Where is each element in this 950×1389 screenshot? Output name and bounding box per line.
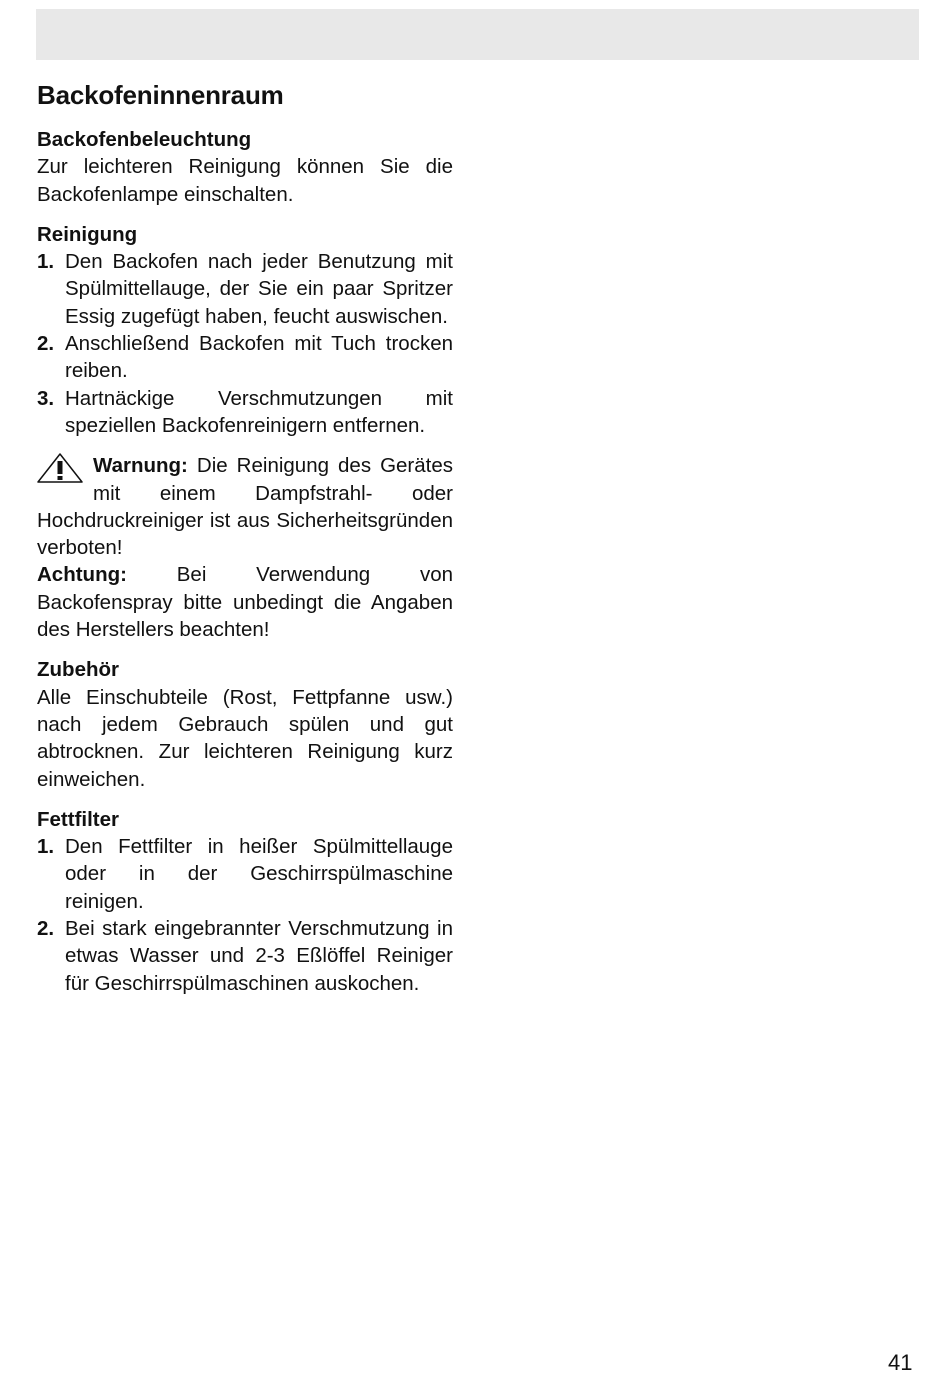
- step-text: Hartnäckige Verschmutzungen mit speziellen Backofenreinigern entfernen.: [65, 386, 453, 437]
- step-number: 1.: [37, 835, 55, 859]
- list-item: [37, 833, 453, 915]
- warning-paragraph: [37, 452, 453, 561]
- caution-text: Bei Verwendung von Backofenspray bitte unbedingt die Angaben des Herstellers beachten!: [37, 563, 453, 642]
- grease-filter-heading: Fettfilter: [37, 807, 119, 831]
- step-number: 2.: [37, 917, 55, 941]
- list-item: [37, 248, 453, 330]
- step-number: 3.: [37, 386, 55, 410]
- page-number: 41: [888, 1350, 913, 1375]
- step-text: Bei stark eingebrannter Verschmutzung in etwas Wasser und 2-3 Eßlöffel Reiniger für Geschirrspülmaschinen auskochen.: [65, 917, 453, 995]
- step-text: Den Backofen nach jeder Benutzung mit Spülmittellauge, der Sie ein paar Spritzer Essig zugefügt haben, feucht auswischen.: [65, 250, 453, 328]
- lighting-heading: Backofenbeleuchtung: [37, 128, 252, 151]
- grease-filter-steps: [37, 833, 453, 997]
- caution-paragraph: [37, 561, 453, 643]
- cleaning-steps: [37, 248, 453, 439]
- accessories-heading: Zubehör: [37, 658, 119, 682]
- list-item: [37, 330, 453, 385]
- lighting-text: Zur leichteren Reinigung können Sie die Backofenlampe einschalten.: [37, 155, 453, 206]
- list-item: [37, 915, 453, 997]
- caution-label: Achtung:: [37, 563, 127, 587]
- content-column: [37, 126, 453, 997]
- accessories-text: Alle Einschubteile (Rost, Fettpfanne usw.) nach jedem Gebrauch spülen und gut abtrocknen. Zur leichteren Reinigung kurz einweichen.: [37, 685, 453, 791]
- cleaning-heading: Reinigung: [37, 222, 138, 246]
- step-number: 1.: [37, 250, 55, 274]
- page-title: Backofeninnenraum: [37, 80, 284, 110]
- step-number: 2.: [37, 332, 55, 356]
- warning-text: Die Reinigung des Gerätes mit einem Dampfstrahl- oder Hochdruckreiniger ist aus Sicherheitsgründen verboten!: [37, 454, 453, 560]
- warning-label: Warnung:: [93, 454, 188, 478]
- list-item: [37, 385, 453, 440]
- step-text: Den Fettfilter in heißer Spülmittellauge oder in der Geschirrspülmaschine reinigen.: [65, 835, 453, 913]
- header-bar: [36, 9, 919, 60]
- step-text: Anschließend Backofen mit Tuch trocken reiben.: [65, 332, 453, 383]
- warning-triangle-icon: [37, 453, 83, 483]
